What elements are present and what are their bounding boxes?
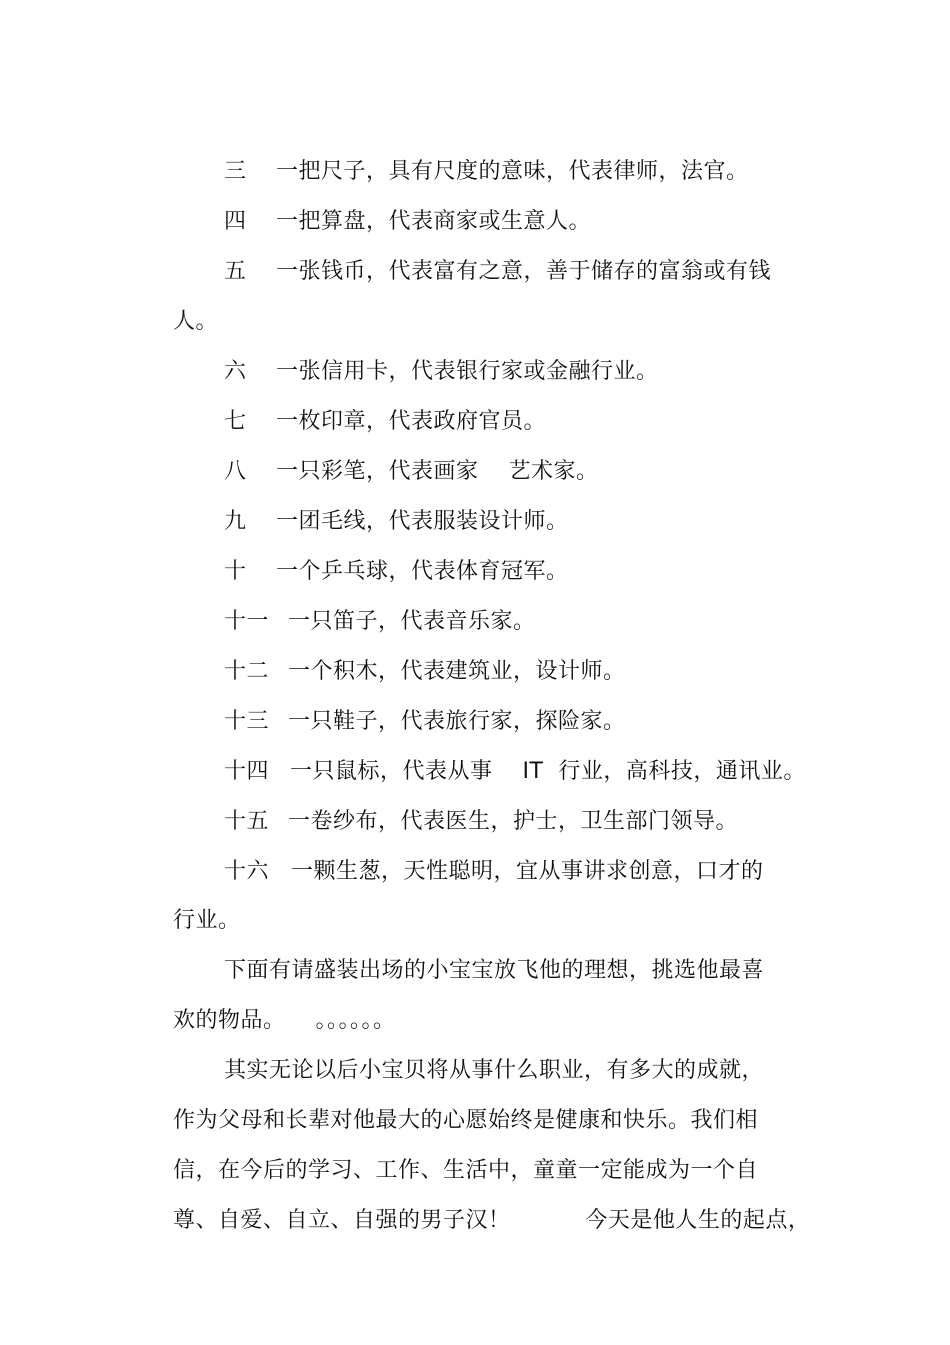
item-text: 一把尺子，具有尺度的意味，代表律师，法官。 <box>275 159 749 184</box>
item-text: 一张信用卡，代表银行家或金融行业。 <box>275 359 659 384</box>
item-number: 三 <box>223 159 247 184</box>
item-text: 人。 <box>172 309 218 334</box>
item-number: 六 <box>223 359 247 384</box>
item-text: 一只彩笔，代表画家 艺术家。 <box>275 459 599 484</box>
item-text: 一张钱币，代表富有之意，善于储存的富翁或有钱 <box>275 259 771 284</box>
paragraph-text: 作为父母和长辈对他最大的心愿始终是健康和快乐。我们相 <box>172 1108 758 1133</box>
item-text: 一枚印章，代表政府官员。 <box>275 409 546 434</box>
item-number: 十二 <box>223 659 269 684</box>
item-number: 十一 <box>223 609 269 634</box>
item-text: 一个乒乓球，代表体育冠军。 <box>275 559 569 584</box>
item-text: 一只鞋子，代表旅行家，探险家。 <box>287 709 626 734</box>
paragraph-text: 尊、自爱、自立、自强的男子汉！ 今天是他人生的起点， <box>172 1208 811 1233</box>
item-text: 一颗生葱，天性聪明，宜从事讲求创意，口才的 <box>290 859 764 884</box>
item-number: 十四 <box>223 759 269 784</box>
item-text: 一卷纱布，代表医生，护士，卫生部门领导。 <box>287 809 738 834</box>
paragraph-text: 下面有请盛装出场的小宝宝放飞他的理想，挑选他最喜 <box>223 958 764 983</box>
item-line-5 <box>194 227 771 317</box>
item-number: 七 <box>223 409 247 434</box>
item-text: 一个积木，代表建筑业，设计师。 <box>287 659 626 684</box>
item-number: 十六 <box>223 859 269 884</box>
item-number: 四 <box>223 209 247 234</box>
item-number: 十 <box>223 559 247 584</box>
paragraph-text: 其实无论以后小宝贝将从事什么职业，有多大的成就， <box>223 1058 764 1083</box>
item-number: 五 <box>223 259 247 284</box>
item-text: 一只鼠标，代表从事 IT 行业，高科技，通讯业。 <box>289 759 806 784</box>
paragraph-text: 欢的物品。 。。。。。。 <box>172 1008 396 1033</box>
item-number: 十三 <box>223 709 269 734</box>
item-text: 一只笛子，代表音乐家。 <box>287 609 536 634</box>
item-number: 九 <box>223 509 247 534</box>
paragraph-text: 信，在今后的学习、工作、生活中，童童一定能成为一个自 <box>172 1158 758 1183</box>
item-text: 一把算盘，代表商家或生意人。 <box>275 209 591 234</box>
item-text: 行业。 <box>172 908 241 933</box>
paragraph-line <box>143 1176 810 1266</box>
item-number: 十五 <box>223 809 269 834</box>
item-line-16 <box>194 827 764 917</box>
item-text: 一团毛线，代表服装设计师。 <box>275 509 569 534</box>
item-number: 八 <box>223 459 247 484</box>
